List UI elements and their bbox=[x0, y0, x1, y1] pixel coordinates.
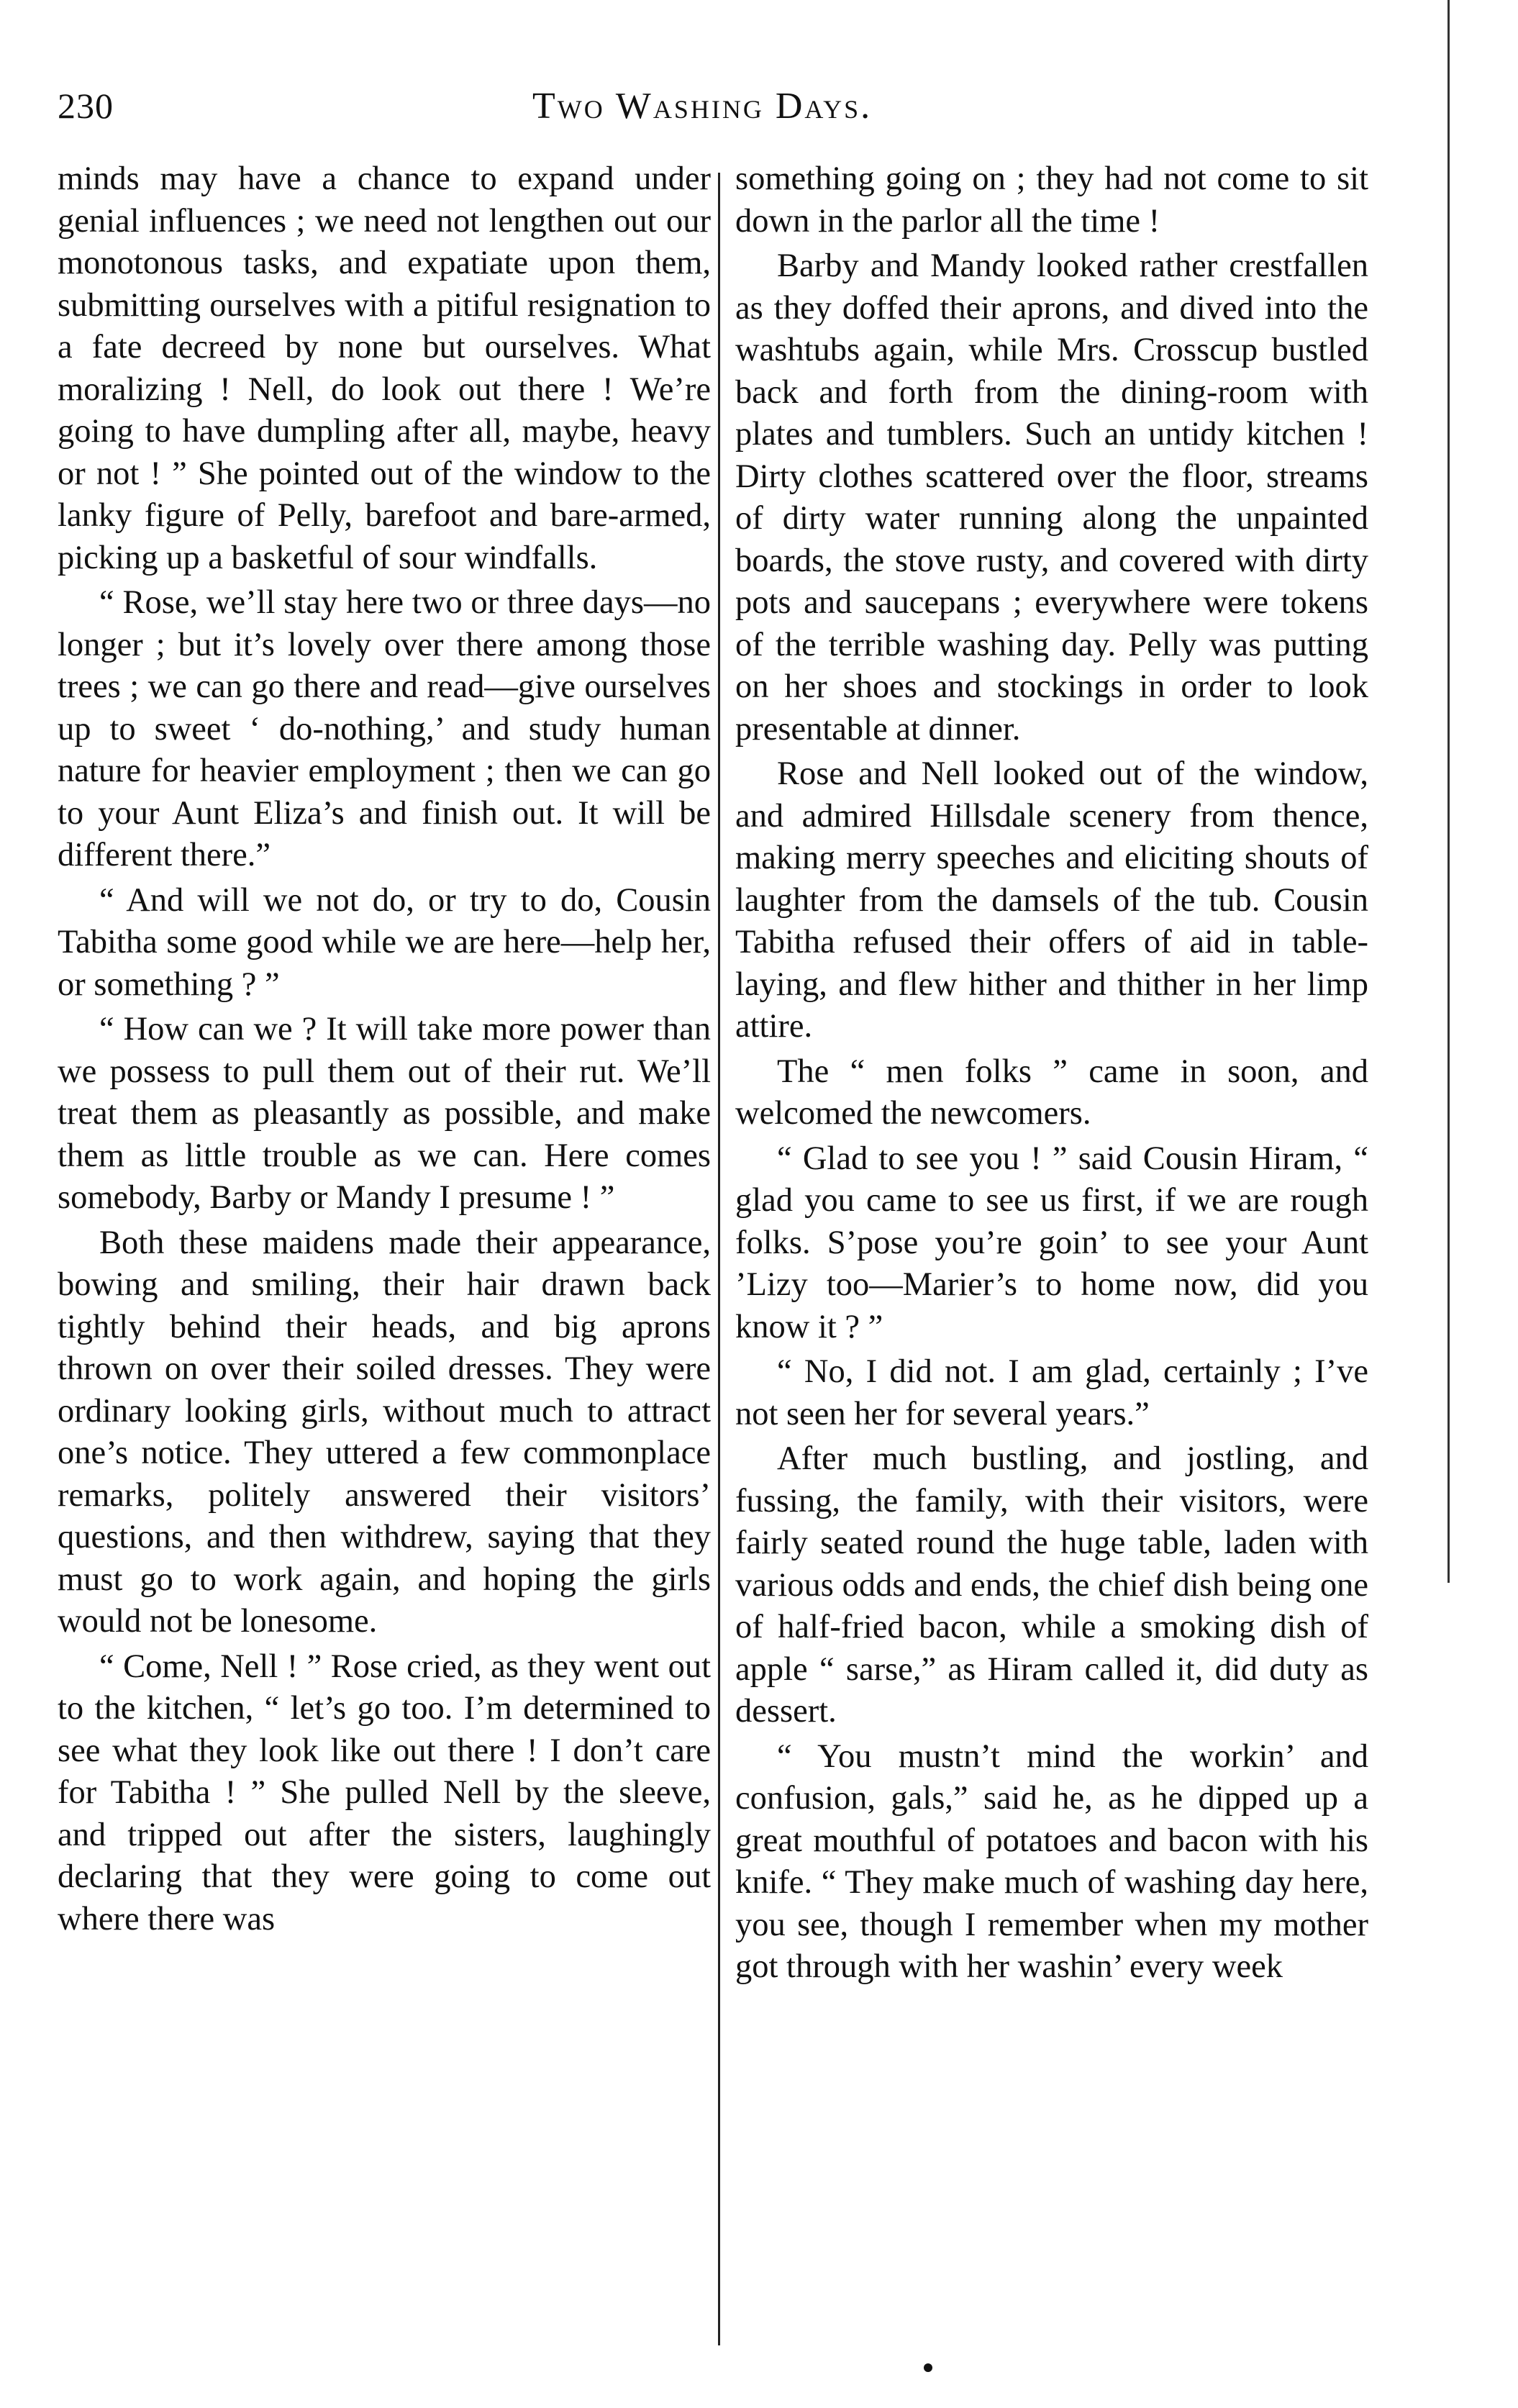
paragraph: Rose and Nell looked out of the window, and admired Hillsdale scenery from thence, making merry speeches and eliciting shouts of laughter from the damsels of the tub. Cousin Tabitha refused their offers of aid in table-laying, and flew hither and thither in her limp attire. bbox=[735, 755, 1368, 1045]
paragraph: “ And will we not do, or try to do, Cousin Tabitha some good while we are here—help her, or something ? ” bbox=[58, 881, 711, 1003]
paragraph: After much bustling, and jostling, and fussing, the family, with their visitors, were fairly seated round the huge table, laden with various odds and ends, the chief dish being one of half-fried bacon, while a smoking dish of apple “ sarse,” as Hiram called it, did duty as dessert. bbox=[735, 1440, 1368, 1730]
page-edge-line bbox=[1447, 0, 1450, 1583]
column-divider bbox=[718, 173, 720, 2345]
paragraph: something going on ; they had not come to sit down in the parlor all the time ! bbox=[735, 160, 1368, 240]
paragraph: “ Rose, we’ll stay here two or three days—no longer ; but it’s lovely over there among those trees ; we can go there and read—give ourselves up to sweet ‘ do-nothing,’ and study human nature for heavier employment ; then we can go to your Aunt Eliza’s and finish out. It will be different there.” bbox=[58, 584, 711, 873]
paragraph: minds may have a chance to expand under genial influences ; we need not lengthen out our monotonous tasks, and expatiate upon them, submitting ourselves with a pitiful resignation to a fate decreed by none but ourselves. What moralizing ! Nell, do look out there ! We’re going to have dumpling after all, maybe, heavy or not ! ” She pointed out of the window to the lanky figure of Pelly, barefoot and bare-armed, picking up a basketful of sour windfalls. bbox=[58, 160, 711, 576]
paragraph: “ Glad to see you ! ” said Cousin Hiram, “ glad you came to see us first, if we are rough folks. S’pose you’re goin’ to see your Aunt ’Lizy too—Marier’s to home now, did you know it ? ” bbox=[735, 1140, 1368, 1345]
footer-dot bbox=[924, 2363, 932, 2372]
paragraph: “ You mustn’t mind the workin’ and confusion, gals,” said he, as he dipped up a great mouthful of potatoes and bacon with his knife. “ They make much of washing day here, you see, though I remember when my mother got through with her washin’ every week bbox=[735, 1737, 1368, 1985]
page-number: 230 bbox=[58, 86, 114, 126]
paragraph: Both these maidens made their appearance, bowing and smiling, their hair drawn back tightly behind their heads, and big aprons thrown on over their soiled dresses. They were ordinary looking girls, without much to attract one’s notice. They uttered a few commonplace remarks, politely answered their visitors’ questions, and then withdrew, saying that they must go to work again, and hoping the girls would not be lonesome. bbox=[58, 1224, 711, 1640]
paragraph: “ No, I did not. I am glad, certainly ; I’ve not seen her for several years.” bbox=[735, 1353, 1368, 1432]
running-title: Two Washing Days. bbox=[532, 86, 873, 127]
paragraph: “ Come, Nell ! ” Rose cried, as they went out to the kitchen, “ let’s go too. I’m determined to see what they look like out there ! I don’t care for Tabitha ! ” She pulled Nell by the sleeve, and tripped out after the sisters, laughingly declaring that they were going to come out where there was bbox=[58, 1648, 711, 1937]
paragraph: “ How can we ? It will take more power than we possess to pull them out of their rut. We’ll treat them as pleasantly as possible, and make them as little trouble as we can. Here comes somebody, Barby or Mandy I presume ! ” bbox=[58, 1011, 711, 1216]
right-column bbox=[735, 158, 1368, 1989]
paragraph: The “ men folks ” came in soon, and welcomed the newcomers. bbox=[735, 1053, 1368, 1132]
paragraph: Barby and Mandy looked rather crestfallen as they doffed their aprons, and dived into the washtubs again, while Mrs. Crosscup bustled back and forth from the dining-room with plates and tumblers. Such an untidy kitchen ! Dirty clothes scattered over the floor, streams of dirty water running along the unpainted boards, the stove rusty, and covered with dirty pots and saucepans ; everywhere were tokens of the terrible washing day. Pelly was putting on her shoes and stockings in order to look presentable at dinner. bbox=[735, 247, 1368, 748]
left-column bbox=[58, 158, 711, 1940]
